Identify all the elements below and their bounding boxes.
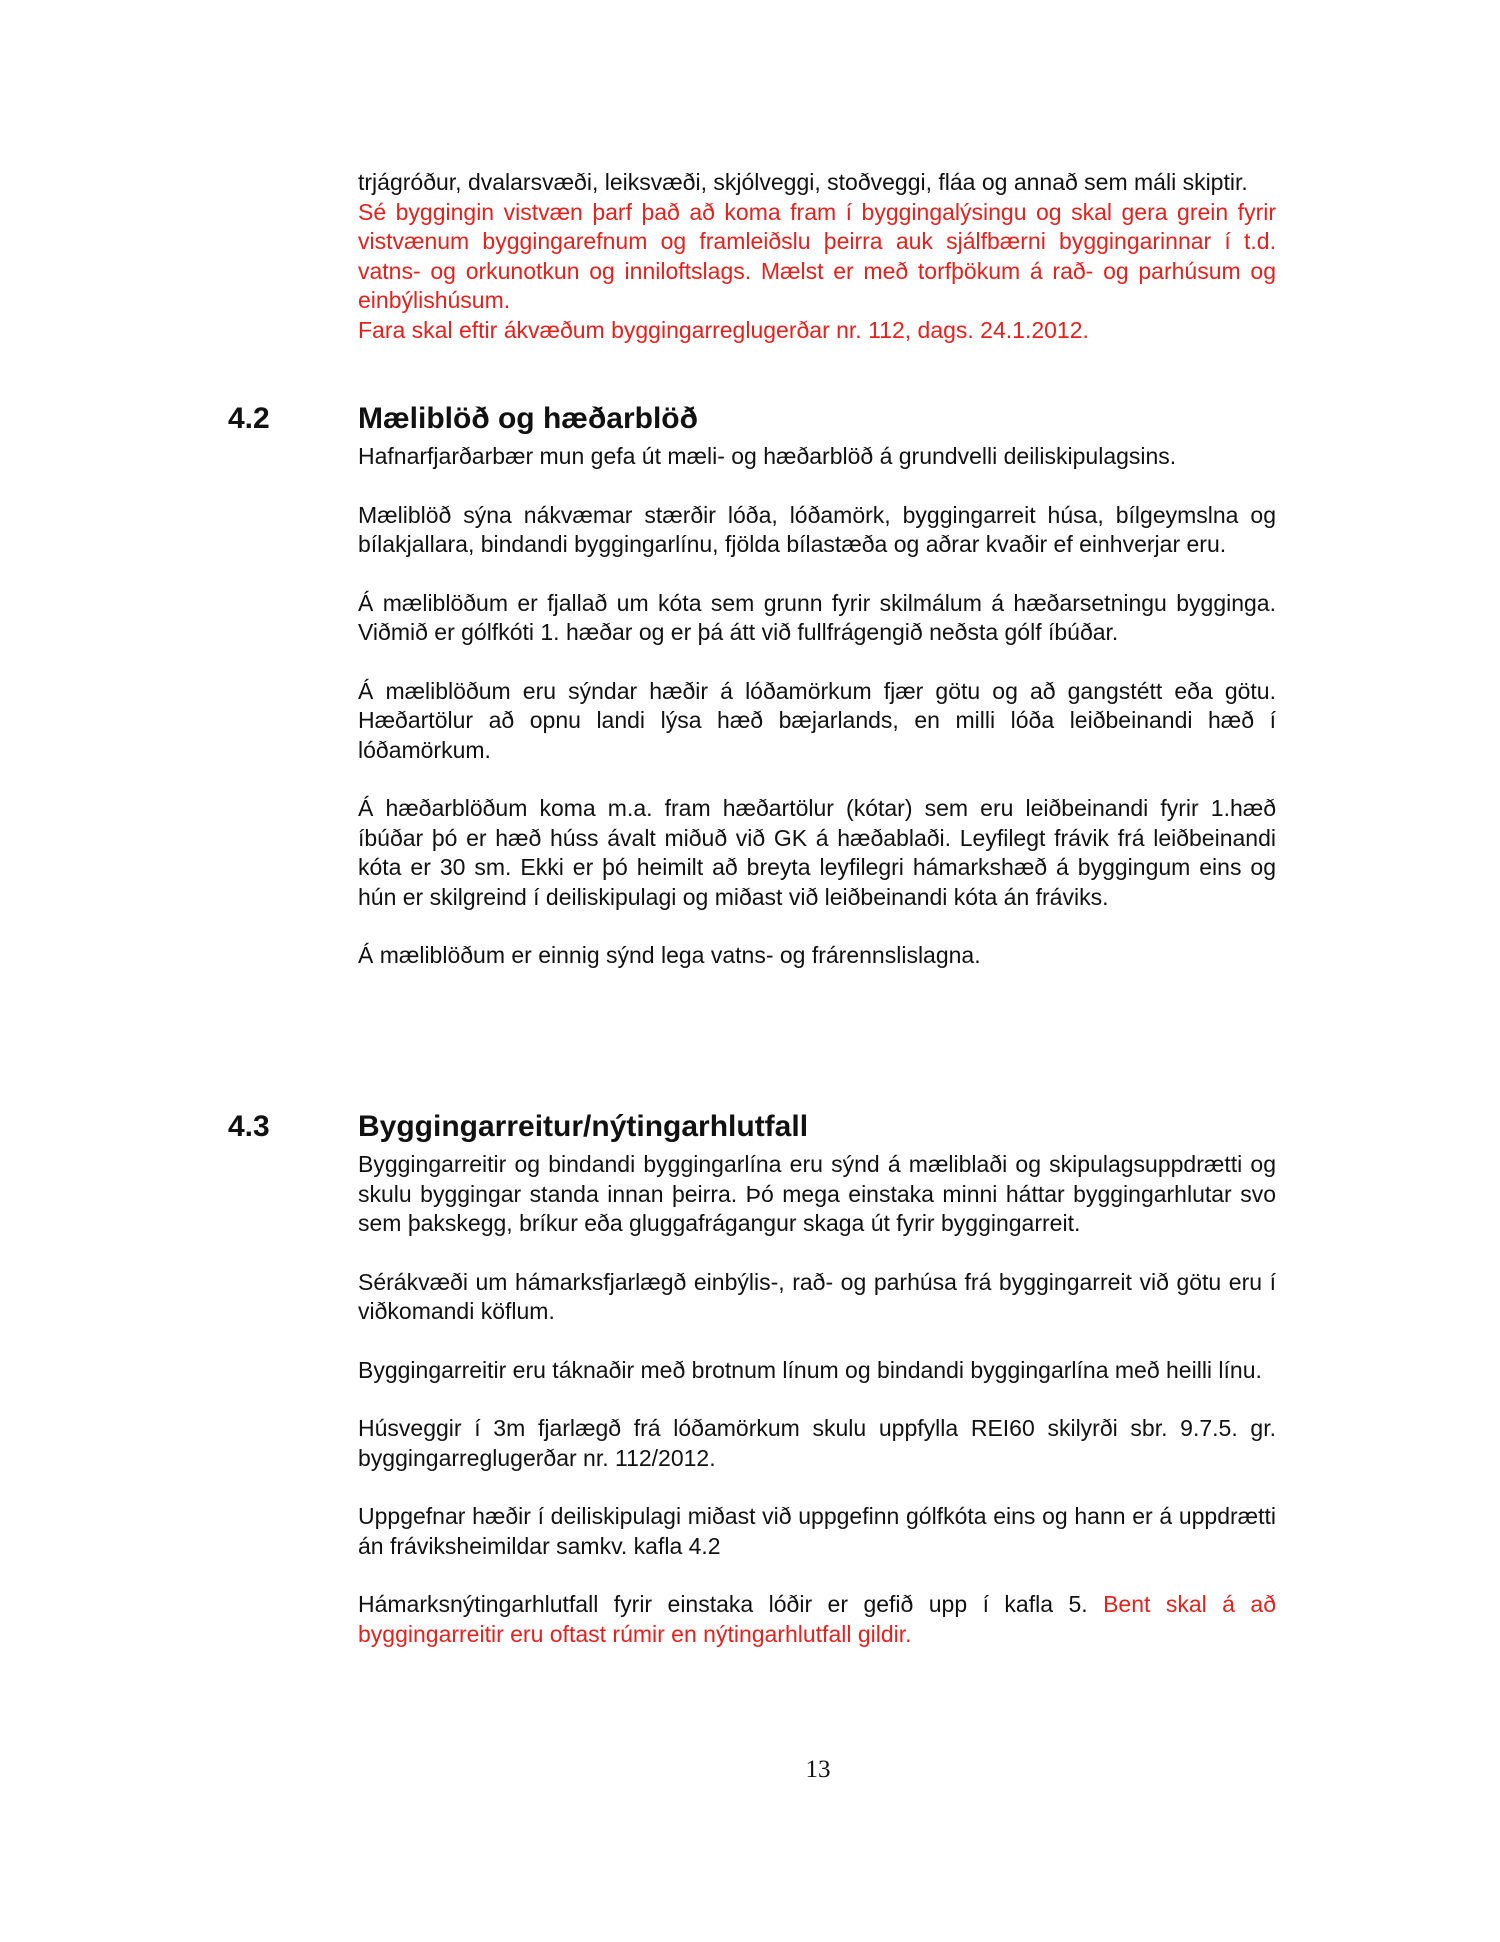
paragraph: Á mæliblöðum eru sýndar hæðir á lóðamörkum fjær götu og að gangstétt eða götu. Hæðartölur að opnu landi lýsa hæð bæjarlands, en milli lóða leiðbeinandi hæð í lóðamörkum. bbox=[358, 677, 1276, 763]
intro-paragraph: trjágróður, dvalarsvæði, leiksvæði, skjólveggi, stoðveggi, fláa og annað sem máli skiptir. bbox=[358, 169, 1248, 195]
paragraph: Á mæliblöðum er einnig sýnd lega vatns- og frárennslislagna. bbox=[358, 942, 981, 968]
paragraph: Húsveggir í 3m fjarlægð frá lóðamörkum skulu uppfylla REI60 skilyrði sbr. 9.7.5. gr. byggingarreglugerðar nr. 112/2012. bbox=[358, 1415, 1276, 1471]
section-heading-4-2 bbox=[228, 397, 1288, 441]
paragraph: Á hæðarblöðum koma m.a. fram hæðartölur (kótar) sem eru leiðbeinandi fyrir 1.hæð íbúðar þó er hæð húss ávalt miðuð við GK á hæðablaði. Leyfilegt frávik frá leiðbeinandi kóta er 30 sm. Ekki er þó heimilt að breyta leyfilegri hámarkshæð á byggingum eins og hún er skilgreind í deiliskipulagi og miðast við leiðbeinandi kóta án fráviks. bbox=[358, 795, 1276, 910]
paragraph: Uppgefnar hæðir í deiliskipulagi miðast við uppgefinn gólfkóta eins og hann er á uppdrætti án fráviksheimildar samkv. kafla 4.2 bbox=[358, 1503, 1276, 1559]
intro-red-paragraph: Sé byggingin vistvæn þarf það að koma fram í byggingalýsingu og skal gera grein fyrir vistvænum byggingarefnum og framleiðslu þeirra auk sjálfbærni byggingarinnar í t.d. vatns- og orkunotkun og inniloftslags. Mælst er með torfþökum á rað- og parhúsum og einbýlishúsum. bbox=[358, 198, 1276, 313]
section-number: 4.2 bbox=[228, 402, 270, 435]
paragraph: Sérákvæði um hámarksfjarlægð einbýlis-, rað- og parhúsa frá byggingarreit við götu eru í viðkomandi köflum. bbox=[358, 1268, 1276, 1324]
paragraph: Byggingarreitir eru táknaðir með brotnum línum og bindandi byggingarlína með heilli línu. bbox=[358, 1356, 1262, 1383]
section-number: 4.3 bbox=[228, 1110, 270, 1143]
paragraph: Hafnarfjarðarbær mun gefa út mæli- og hæðarblöð á grundvelli deiliskipulagsins. bbox=[358, 443, 1177, 469]
paragraph: Byggingarreitir og bindandi byggingarlína eru sýnd á mæliblaði og skipulagsuppdrætti og skulu byggingar standa innan þeirra. Þó mega einstaka minni háttar byggingarhlutar svo sem þakskegg, bríkur eða gluggafrágangur skaga út fyrir byggingarreit. bbox=[358, 1151, 1276, 1236]
paragraph: Á mæliblöðum er fjallað um kóta sem grunn fyrir skilmálum á hæðarsetningu bygginga. Viðmið er gólfkóti 1. hæðar og er þá átt við fullfrágengið neðsta gólf íbúðar. bbox=[358, 589, 1276, 645]
section-title: Mæliblöð og hæðarblöð bbox=[358, 402, 698, 435]
section-4-2-body bbox=[358, 442, 1276, 971]
section-title: Byggingarreitur/nýtingarhlutfall bbox=[358, 1110, 809, 1143]
red-note: Bent skal á að byggingarreitir eru oftast rúmir en nýtingarhlutfall gildir. bbox=[358, 1591, 1277, 1647]
intro-red-regulation: Fara skal eftir ákvæðum byggingarreglugerðar nr. 112, dags. 24.1.2012. bbox=[358, 316, 1089, 343]
section-4-3-body bbox=[358, 1150, 1276, 1649]
paragraph: Mæliblöð sýna nákvæmar stærðir lóða, lóðamörk, byggingarreit húsa, bílgeymslna og bílakjallara, bindandi byggingarlínu, fjölda bílastæða og aðrar kvaðir ef einhverjar eru. bbox=[358, 501, 1276, 557]
page-number: 13 bbox=[805, 1756, 831, 1783]
paragraph-mixed bbox=[358, 1590, 1276, 1649]
section-heading-4-3 bbox=[228, 1105, 1288, 1149]
paragraph-text: Hámarksnýtingarhlutfall fyrir einstaka lóðir er gefið upp í kafla 5. bbox=[358, 1591, 1104, 1617]
intro-block bbox=[358, 168, 1276, 345]
